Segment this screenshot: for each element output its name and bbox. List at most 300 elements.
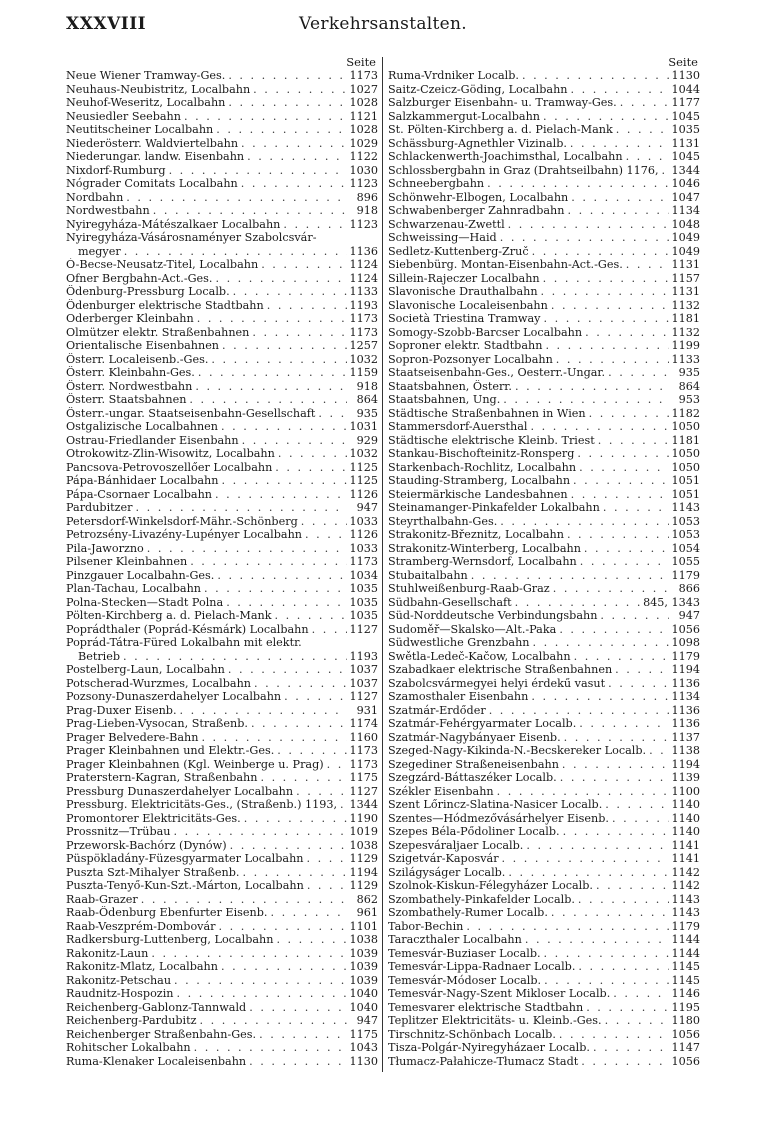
entry-page: 947	[356, 501, 378, 514]
leader-dots	[296, 785, 346, 799]
leader-dots	[570, 137, 669, 151]
entry-page: 1177	[671, 96, 700, 109]
entry-name: Szatmár-Fehérgyarmater Localb.	[388, 717, 577, 730]
index-entry	[388, 312, 700, 326]
index-entry	[388, 150, 700, 164]
leader-dots	[530, 420, 668, 434]
entry-name: Ostgalizische Localbahnen	[66, 420, 219, 433]
leader-dots	[559, 1028, 669, 1042]
entry-name: Szegzárd-Báttaszéker Localb.	[388, 771, 557, 784]
index-entry	[66, 650, 378, 664]
leader-dots	[578, 960, 668, 974]
leader-dots	[612, 812, 669, 826]
leader-dots	[560, 771, 669, 785]
entry-name: Petersdorf-Winkelsdorf-Mähr.-Schönberg	[66, 514, 298, 528]
leader-dots	[241, 137, 346, 151]
entry-page: 1127	[349, 622, 378, 636]
entry-page: 1173	[349, 555, 378, 568]
entry-page: 1146	[671, 987, 700, 1000]
entry-name: Reichenberg-Gablonz-Tannwald	[66, 1000, 247, 1014]
entry-page: 864	[356, 393, 378, 406]
entry-name: Schneebergbahn	[388, 177, 485, 190]
entry-page: 1124	[349, 258, 378, 271]
entry-name: Temesvarer elektrische Stadtbahn	[388, 1000, 584, 1014]
entry-name: Olmützer elektr. Straßenbahnen	[66, 325, 250, 339]
index-entry	[388, 245, 700, 259]
index-entry	[388, 542, 700, 556]
entry-name: Stubaitalbahn	[388, 568, 468, 582]
entry-name: Polna-Stecken—Stadt Polna	[66, 595, 224, 609]
leader-dots	[284, 690, 346, 704]
entry-name: Tirschnitz-Schönbach Localb.	[388, 1027, 556, 1041]
entry-name: Swětla-Ledeč-Kačow, Localbahn	[388, 649, 571, 663]
leader-dots	[571, 191, 668, 205]
entry-name: Salzkammergut-Localbahn	[388, 109, 541, 123]
index-entry	[388, 879, 700, 893]
entry-page: 1056	[671, 622, 700, 636]
entry-name: Poprád-Tátra-Füred Lokalbahn mit elektr.	[66, 636, 302, 649]
seite-label-left: Seite	[346, 55, 376, 69]
entry-page: 1051	[671, 474, 700, 487]
entry-page: 929	[356, 433, 378, 447]
entry-name: Betrieb	[78, 649, 121, 663]
entry-name: Stuhlweißenburg-Raab-Graz	[388, 582, 550, 595]
entry-page: 1144	[671, 933, 700, 946]
entry-name: Neue Wiener Tramway-Ges.	[66, 69, 226, 82]
index-entry	[388, 987, 700, 1001]
leader-dots	[579, 717, 668, 731]
index-entry	[388, 83, 700, 97]
entry-page: 1134	[671, 690, 700, 703]
entry-page: 1035	[349, 609, 378, 622]
index-entry	[388, 960, 700, 974]
entry-name: Prag-Duxer Eisenb.	[66, 703, 177, 717]
leader-dots	[244, 812, 347, 826]
entry-name: Schlossbergbahn in Graz (Drahtseilbahn) 1176,	[388, 163, 659, 177]
entry-name: Neusiedler Seebahn	[66, 109, 181, 123]
leader-dots	[241, 177, 347, 191]
leader-dots	[598, 434, 669, 448]
leader-dots	[571, 83, 669, 97]
index-entry	[66, 434, 378, 448]
entry-name: Szolnok-Kiskun-Félegyházer Localb.	[388, 879, 593, 892]
index-entry	[66, 245, 378, 259]
leader-dots	[551, 299, 669, 313]
entry-page: 1035	[671, 123, 700, 136]
entry-page: 1053	[671, 514, 700, 528]
index-entry	[388, 798, 700, 812]
entry-name: Somogy-Szobb-Barcser Localbahn	[388, 325, 583, 339]
index-entry	[388, 231, 700, 245]
entry-page: 1194	[671, 757, 700, 771]
entry-page: 1101	[349, 919, 378, 933]
leader-dots	[649, 744, 668, 758]
index-entry	[388, 866, 700, 880]
leader-dots	[500, 515, 668, 529]
entry-page: 1125	[349, 460, 378, 474]
leader-dots	[593, 1041, 669, 1055]
right-entry-list	[388, 69, 700, 1068]
entry-page: 1143	[671, 892, 700, 906]
index-entry	[388, 420, 700, 434]
index-entry	[388, 407, 700, 421]
leader-dots	[544, 974, 668, 988]
left-entry-list	[66, 69, 378, 1068]
index-entry	[66, 272, 378, 286]
leader-dots	[503, 393, 669, 407]
entry-name: Österr.-ungar. Staatseisenbahn-Gesellschaft	[66, 406, 316, 420]
entry-name: Nyiregyháza-Mátészalkaer Localbahn	[66, 217, 281, 231]
entry-page: 1035	[349, 595, 378, 609]
entry-page: 1142	[671, 879, 700, 892]
entry-name: Plan-Tachau, Localbahn	[66, 582, 202, 595]
entry-page: 1028	[349, 123, 378, 136]
index-entry	[66, 137, 378, 151]
entry-name: Schweissing—Haid	[388, 231, 497, 244]
index-entry	[66, 528, 378, 542]
leader-dots	[487, 177, 668, 191]
index-entry	[388, 447, 700, 461]
leader-dots	[123, 650, 346, 664]
entry-page: 1055	[671, 555, 700, 568]
leader-dots	[141, 893, 347, 907]
entry-page: 1344	[349, 798, 378, 811]
leader-dots	[169, 164, 347, 178]
entry-name: Niederösterr. Waldviertelbahn	[66, 136, 239, 150]
entry-page: 1049	[671, 231, 700, 244]
entry-name: Postelberg-Laun, Localbahn	[66, 663, 225, 676]
entry-page: 1141	[671, 838, 700, 852]
leader-dots	[242, 434, 347, 448]
entry-page: 1193	[349, 298, 378, 312]
index-entry	[388, 906, 700, 920]
entry-page: 1030	[349, 163, 378, 177]
entry-page: 1140	[671, 811, 700, 825]
index-entry	[388, 353, 700, 367]
leader-dots	[620, 96, 669, 110]
entry-page: 1173	[349, 312, 378, 325]
left-column	[66, 55, 378, 1068]
leader-dots	[267, 299, 347, 313]
index-entry	[66, 366, 378, 380]
index-entry	[388, 812, 700, 826]
index-entry	[388, 488, 700, 502]
leader-dots	[215, 488, 347, 502]
leader-dots	[228, 69, 346, 83]
leader-dots	[532, 245, 669, 259]
entry-name: Temesvár-Módoser Localb.	[388, 973, 542, 987]
entry-name: Temesvár-Nagy-Szent Mikloser Localb.	[388, 987, 611, 1000]
entry-page: 1053	[671, 528, 700, 541]
entry-name: Nixdorf-Rumburg	[66, 163, 166, 177]
index-entry	[388, 690, 700, 704]
entry-name: Tisza-Polgár-Nyiregyházaer Localb.	[388, 1041, 590, 1054]
index-entry	[388, 137, 700, 151]
leader-dots	[541, 285, 669, 299]
entry-name: Tabor-Bechin	[388, 919, 464, 933]
entry-page: 1040	[349, 987, 378, 1000]
entry-name: Nógrader Comitats Localbahn	[66, 177, 238, 190]
entry-page: 1190	[349, 811, 378, 825]
index-entry	[66, 1001, 378, 1015]
leader-dots	[522, 69, 669, 83]
entry-page: 1194	[671, 663, 700, 676]
entry-name: Siebenbürg. Montan-Eisenbahn-Act.-Ges.	[388, 258, 623, 271]
entry-name: Raab-Ödenburg Ebenfurter Eisenb.	[66, 906, 268, 919]
index-entry	[66, 420, 378, 434]
index-entry	[66, 1028, 378, 1042]
entry-page: 1134	[671, 204, 700, 217]
leader-dots	[502, 852, 669, 866]
entry-name: Püspökladány-Füzesgyarmater Localbahn	[66, 852, 304, 865]
entry-name: Szent Lőrincz-Slatina-Nasicer Localb.	[388, 798, 603, 811]
leader-dots	[307, 879, 347, 893]
index-entry	[388, 920, 700, 934]
entry-name: Schässburg-Agnethler Vizinalb.	[388, 136, 567, 150]
entry-page: 918	[356, 204, 378, 217]
leader-dots	[596, 879, 669, 893]
entry-page: 1195	[671, 1000, 700, 1014]
entry-page: 1136	[671, 717, 700, 730]
entry-name: Temesvár-Lippa-Radnaer Localb.	[388, 960, 576, 973]
entry-page: 1175	[349, 1027, 378, 1041]
entry-name: Praterstern-Kagran, Straßenbahn	[66, 771, 258, 784]
entry-name: Reichenberg-Pardubitz	[66, 1014, 197, 1027]
leader-dots	[585, 326, 668, 340]
entry-name: Staatsbahnen, Österr.	[388, 379, 512, 393]
index-entry	[388, 650, 700, 664]
entry-page: 1127	[349, 784, 378, 798]
leader-dots	[571, 488, 669, 502]
seite-label-right: Seite	[668, 55, 698, 69]
leader-dots	[515, 380, 669, 394]
entry-name: Schwarzenau-Zwettl	[388, 217, 505, 231]
entry-page: 961	[356, 906, 378, 919]
index-entry	[66, 974, 378, 988]
index-entry	[388, 771, 700, 785]
index-entry	[66, 339, 378, 353]
index-entry	[66, 231, 378, 245]
entry-name: Szepesváraljaer Localb.	[388, 838, 524, 852]
index-entry	[66, 299, 378, 313]
entry-name: Prag-Lieben-Vysocan, Straßenb.	[66, 717, 248, 730]
leader-dots	[551, 906, 669, 920]
entry-name: Szabadkaer elektrische Straßenbahnen	[388, 663, 613, 676]
index-entry	[388, 825, 700, 839]
index-entry	[66, 1055, 378, 1069]
index-entry	[66, 609, 378, 623]
leader-dots	[283, 218, 346, 232]
leader-dots	[278, 447, 347, 461]
entry-name: Süd-Norddeutsche Verbindungsbahn	[388, 609, 598, 622]
entry-page: 1033	[349, 514, 378, 528]
entry-name: Pölten-Kirchberg a. d. Pielach-Mank	[66, 609, 272, 622]
entry-name: Stramberg-Wernsdorf, Localbahn	[388, 555, 577, 568]
entry-page: 1130	[349, 1054, 378, 1068]
entry-page: 1180	[671, 1014, 700, 1027]
entry-page: 845, 1343	[643, 595, 700, 609]
leader-dots	[136, 501, 347, 515]
leader-dots	[251, 717, 347, 731]
leader-dots	[608, 366, 669, 380]
index-entry	[66, 83, 378, 97]
entry-name: Sopron-Pozsonyer Localbahn	[388, 352, 553, 366]
entry-page: 862	[356, 892, 378, 906]
leader-dots	[190, 555, 346, 569]
leader-dots	[222, 339, 347, 353]
entry-page: 1039	[349, 946, 378, 960]
index-entry	[66, 177, 378, 191]
index-entry	[66, 866, 378, 880]
entry-page: 1019	[349, 825, 378, 838]
entry-name: Raab-Grazer	[66, 892, 138, 906]
leader-dots	[242, 866, 346, 880]
entry-page: 1039	[349, 973, 378, 987]
entry-page: 1051	[671, 487, 700, 501]
index-entry	[66, 893, 378, 907]
entry-name: Szamosthaler Eisenbahn	[388, 690, 529, 703]
leader-dots	[545, 339, 668, 353]
index-entry	[66, 353, 378, 367]
entry-page: 1344	[671, 163, 700, 177]
entry-name: Strakonitz-Březnitz, Localbahn	[388, 528, 564, 541]
leader-dots	[276, 933, 346, 947]
entry-page: 1038	[349, 933, 378, 946]
entry-page: 1131	[671, 136, 700, 150]
leader-dots	[553, 582, 669, 596]
entry-name: Neutitscheiner Localbahn	[66, 123, 214, 136]
index-entry	[388, 528, 700, 542]
leader-dots	[249, 1055, 346, 1069]
index-entry	[66, 393, 378, 407]
entry-page: 1050	[671, 420, 700, 433]
leader-dots	[589, 407, 669, 421]
index-entry	[66, 933, 378, 947]
entry-page: 1029	[349, 136, 378, 150]
entry-name: Stammersdorf-Auersthal	[388, 420, 528, 433]
index-entry	[66, 987, 378, 1001]
index-entry	[388, 96, 700, 110]
index-entry	[66, 69, 378, 83]
entry-name: Orientalische Eisenbahnen	[66, 339, 220, 352]
leader-dots	[201, 731, 346, 745]
index-entry	[66, 447, 378, 461]
index-entry	[66, 717, 378, 731]
entry-page: 1126	[349, 487, 378, 501]
index-entry	[388, 434, 700, 448]
entry-name: Österr. Staatsbahnen	[66, 393, 187, 406]
entry-name: Petrozsény-Livazény-Lupényer Localbahn	[66, 528, 302, 541]
entry-name: Südbahn-Gesellschaft	[388, 595, 512, 609]
index-entry	[66, 839, 378, 853]
entry-name: Raudnitz-Hospozin	[66, 987, 174, 1000]
index-entry	[66, 380, 378, 394]
leader-dots	[573, 474, 668, 488]
index-entry	[388, 933, 700, 947]
leader-dots	[578, 893, 669, 907]
index-entry	[388, 258, 700, 272]
index-entry	[66, 582, 378, 596]
index-entry	[66, 542, 378, 556]
entry-page: 1032	[349, 352, 378, 366]
leader-dots	[581, 1055, 668, 1069]
index-entry	[388, 582, 700, 596]
index-entry	[66, 461, 378, 475]
entry-name: Szigetvár-Kaposvár	[388, 852, 499, 865]
index-entry	[388, 393, 700, 407]
entry-name: Società Triestina Tramway	[388, 312, 541, 325]
right-column	[388, 55, 700, 1068]
index-entry	[66, 258, 378, 272]
leader-dots	[466, 920, 668, 934]
leader-dots	[221, 420, 347, 434]
entry-name: Sedletz-Kuttenberg-Zruč	[388, 244, 529, 258]
entry-page: 935	[678, 366, 700, 379]
index-entry	[66, 852, 378, 866]
entry-page: 1136	[349, 244, 378, 258]
index-entry	[388, 123, 700, 137]
entry-name: Puszta Szt-Mihalyer Straßenb.	[66, 865, 240, 879]
index-entry	[388, 272, 700, 286]
index-entry	[388, 191, 700, 205]
index-entry	[66, 164, 378, 178]
leader-dots	[215, 272, 346, 286]
leader-dots	[184, 110, 347, 124]
leader-dots	[230, 839, 347, 853]
index-entry	[388, 785, 700, 799]
index-entry	[388, 744, 700, 758]
leader-dots	[531, 690, 668, 704]
index-entry	[66, 744, 378, 758]
leader-dots	[556, 353, 669, 367]
index-entry	[66, 515, 378, 529]
index-entry	[388, 461, 700, 475]
index-entry	[66, 204, 378, 218]
index-entry	[388, 380, 700, 394]
entry-page: 1160	[349, 730, 378, 744]
leader-dots	[563, 825, 669, 839]
entry-page: 1194	[349, 865, 378, 879]
leader-dots	[567, 204, 668, 218]
entry-page: 1173	[349, 744, 378, 757]
entry-name: Pilsener Kleinbahnen	[66, 555, 188, 568]
leader-dots	[253, 83, 346, 97]
entry-page: 1182	[671, 406, 700, 420]
entry-name: Nyiregyháza-Vásárosnaményer Szabolcsvár-	[66, 231, 317, 244]
leader-dots	[153, 204, 347, 218]
leader-dots	[274, 609, 346, 623]
index-entry	[66, 569, 378, 583]
entry-name: Reichenberger Straßenbahn-Ges.	[66, 1027, 257, 1041]
leader-dots	[526, 839, 668, 853]
leader-dots	[270, 906, 347, 920]
entry-page: 1131	[671, 285, 700, 298]
leader-dots	[301, 515, 347, 529]
entry-name: Ödenburg-Pressburg Localb.	[66, 285, 230, 298]
leader-dots	[228, 663, 347, 677]
entry-name: Ruma-Vrdniker Localb.	[388, 69, 519, 82]
entry-name: Österr. Localeisenb.-Ges.	[66, 352, 209, 366]
entry-name: Pápa-Csornaer Localbahn	[66, 487, 213, 501]
leader-dots	[151, 947, 346, 961]
entry-page: 1175	[349, 771, 378, 784]
index-entry	[66, 326, 378, 340]
entry-page: 1044	[671, 82, 700, 96]
index-entry	[388, 285, 700, 299]
entry-name: Saitz-Czeicz-Göding, Localbahn	[388, 82, 568, 96]
entry-page: 1045	[671, 109, 700, 123]
leader-dots	[195, 380, 347, 394]
